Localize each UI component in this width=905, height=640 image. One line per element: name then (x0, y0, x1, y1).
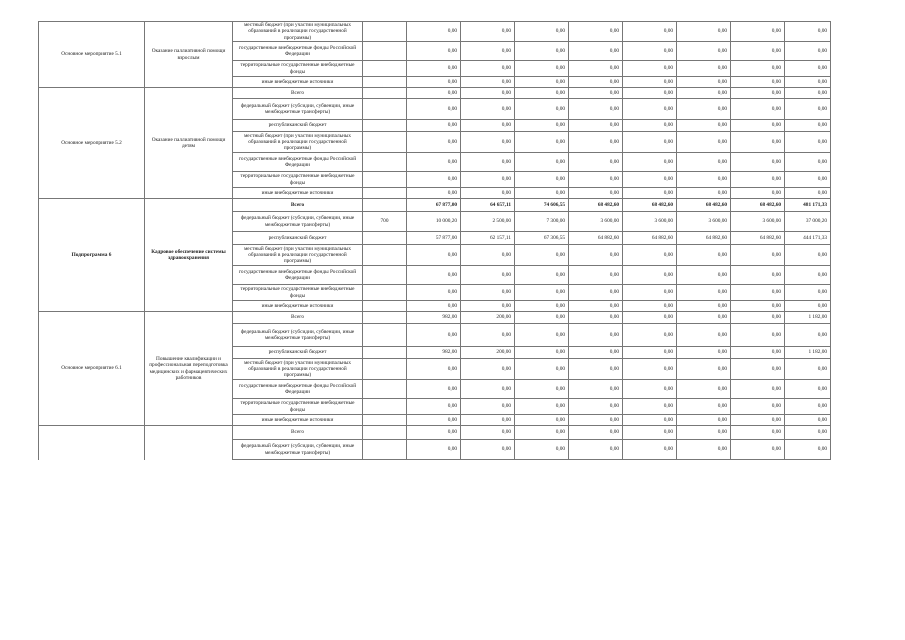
funding-source-cell: федеральный бюджет (субсидии, субвенции, иные межбюджетные трансферты) (233, 212, 363, 232)
amount-cell: 0,00 (731, 153, 785, 172)
amount-cell: 982,00 (407, 312, 461, 324)
funding-source-cell: государственные внебюджетные фонды Российской Федерации (233, 380, 363, 399)
amount-cell: 0,00 (569, 88, 623, 99)
amount-cell: 0,00 (623, 312, 677, 324)
amount-cell: 0,00 (623, 324, 677, 347)
amount-cell: 0,00 (569, 285, 623, 301)
budget-code-cell (363, 440, 407, 460)
budget-code-cell (363, 22, 407, 42)
amount-cell: 0,00 (461, 399, 515, 415)
budget-code-cell (363, 188, 407, 199)
amount-cell: 0,00 (677, 359, 731, 380)
amount-cell: 0,00 (677, 324, 731, 347)
amount-cell: 0,00 (731, 301, 785, 312)
amount-cell: 0,00 (731, 440, 785, 460)
activity-title-cell (145, 426, 233, 460)
amount-cell: 0,00 (407, 266, 461, 285)
funding-source-cell: Всего (233, 426, 363, 440)
amount-cell: 0,00 (407, 61, 461, 77)
amount-cell: 0,00 (461, 285, 515, 301)
amount-cell: 57 877,00 (407, 232, 461, 245)
amount-cell: 0,00 (515, 188, 569, 199)
amount-cell: 0,00 (515, 301, 569, 312)
amount-cell: 0,00 (569, 380, 623, 399)
funding-source-cell: иные внебюджетные источники (233, 301, 363, 312)
amount-cell: 0,00 (677, 399, 731, 415)
amount-cell: 0,00 (623, 359, 677, 380)
amount-cell: 0,00 (677, 380, 731, 399)
amount-cell: 0,00 (569, 42, 623, 61)
amount-cell: 0,00 (515, 347, 569, 359)
total-amount-cell: 1 182,00 (785, 347, 831, 359)
amount-cell: 0,00 (461, 77, 515, 88)
amount-cell: 0,00 (677, 88, 731, 99)
funding-source-cell: республиканский бюджет (233, 347, 363, 359)
total-amount-cell: 0,00 (785, 324, 831, 347)
amount-cell: 0,00 (569, 188, 623, 199)
amount-cell: 0,00 (569, 399, 623, 415)
total-amount-cell: 0,00 (785, 153, 831, 172)
amount-cell: 0,00 (731, 99, 785, 120)
amount-cell: 0,00 (731, 415, 785, 426)
activity-title-cell: Повышение квалификации и профессиональная переподготовка медицинских и фармацевтических работников (145, 312, 233, 426)
funding-source-cell: территориальные государственные внебюджетные фонды (233, 285, 363, 301)
budget-code-cell (363, 285, 407, 301)
budget-code-cell (363, 380, 407, 399)
amount-cell: 0,00 (731, 380, 785, 399)
amount-cell: 0,00 (461, 42, 515, 61)
amount-cell: 0,00 (515, 245, 569, 266)
amount-cell: 0,00 (677, 153, 731, 172)
amount-cell: 0,00 (569, 440, 623, 460)
amount-cell: 0,00 (461, 172, 515, 188)
total-amount-cell: 481 171,33 (785, 199, 831, 212)
amount-cell: 0,00 (623, 99, 677, 120)
amount-cell: 0,00 (461, 440, 515, 460)
budget-code-cell: 700 (363, 212, 407, 232)
amount-cell: 0,00 (569, 153, 623, 172)
amount-cell: 0,00 (407, 42, 461, 61)
amount-cell: 0,00 (623, 347, 677, 359)
amount-cell: 0,00 (515, 99, 569, 120)
amount-cell: 0,00 (515, 42, 569, 61)
amount-cell: 0,00 (407, 153, 461, 172)
table-row (39, 88, 831, 99)
funding-source-cell: республиканский бюджет (233, 120, 363, 132)
amount-cell: 0,00 (623, 440, 677, 460)
funding-source-cell: республиканский бюджет (233, 232, 363, 245)
amount-cell: 0,00 (731, 61, 785, 77)
total-amount-cell: 0,00 (785, 77, 831, 88)
amount-cell: 0,00 (461, 380, 515, 399)
amount-cell: 0,00 (407, 301, 461, 312)
amount-cell: 0,00 (461, 153, 515, 172)
amount-cell: 68 482,60 (569, 199, 623, 212)
amount-cell: 200,00 (461, 347, 515, 359)
funding-source-cell: федеральный бюджет (субсидии, субвенции, иные межбюджетные трансферты) (233, 99, 363, 120)
amount-cell: 0,00 (731, 88, 785, 99)
amount-cell: 64 882,60 (731, 232, 785, 245)
funding-source-cell: Всего (233, 199, 363, 212)
budget-code-cell (363, 399, 407, 415)
activity-name-cell: Основное мероприятие 5.2 (39, 88, 145, 199)
budget-code-cell (363, 88, 407, 99)
amount-cell: 10 000,20 (407, 212, 461, 232)
amount-cell: 0,00 (569, 120, 623, 132)
amount-cell: 0,00 (623, 245, 677, 266)
amount-cell: 0,00 (731, 42, 785, 61)
amount-cell: 0,00 (623, 399, 677, 415)
amount-cell: 0,00 (623, 426, 677, 440)
amount-cell: 0,00 (677, 426, 731, 440)
amount-cell: 0,00 (731, 426, 785, 440)
amount-cell: 0,00 (515, 153, 569, 172)
amount-cell: 0,00 (677, 301, 731, 312)
amount-cell: 62 157,11 (461, 232, 515, 245)
budget-code-cell (363, 266, 407, 285)
amount-cell: 0,00 (407, 324, 461, 347)
funding-source-cell: государственные внебюджетные фонды Российской Федерации (233, 42, 363, 61)
amount-cell: 0,00 (623, 266, 677, 285)
budget-code-cell (363, 153, 407, 172)
amount-cell: 64 657,11 (461, 199, 515, 212)
total-amount-cell: 0,00 (785, 99, 831, 120)
amount-cell: 0,00 (461, 245, 515, 266)
amount-cell: 0,00 (731, 120, 785, 132)
amount-cell: 0,00 (731, 285, 785, 301)
amount-cell: 74 606,55 (515, 199, 569, 212)
amount-cell: 0,00 (407, 380, 461, 399)
amount-cell: 0,00 (461, 22, 515, 42)
amount-cell: 0,00 (677, 188, 731, 199)
amount-cell: 0,00 (407, 245, 461, 266)
funding-source-cell: Всего (233, 312, 363, 324)
amount-cell: 0,00 (407, 426, 461, 440)
budget-code-cell (363, 245, 407, 266)
amount-cell: 0,00 (515, 22, 569, 42)
amount-cell: 0,00 (407, 172, 461, 188)
amount-cell: 0,00 (677, 132, 731, 153)
amount-cell: 0,00 (515, 77, 569, 88)
amount-cell: 0,00 (515, 415, 569, 426)
amount-cell: 0,00 (623, 188, 677, 199)
amount-cell: 0,00 (515, 426, 569, 440)
amount-cell: 0,00 (461, 88, 515, 99)
budget-code-cell (363, 172, 407, 188)
amount-cell: 3 600,00 (731, 212, 785, 232)
total-amount-cell: 0,00 (785, 132, 831, 153)
amount-cell: 0,00 (407, 285, 461, 301)
amount-cell: 0,00 (569, 245, 623, 266)
amount-cell: 0,00 (731, 312, 785, 324)
amount-cell: 0,00 (461, 99, 515, 120)
amount-cell: 0,00 (461, 426, 515, 440)
amount-cell: 0,00 (407, 120, 461, 132)
total-amount-cell: 0,00 (785, 22, 831, 42)
amount-cell: 0,00 (677, 172, 731, 188)
total-amount-cell: 0,00 (785, 415, 831, 426)
amount-cell: 0,00 (623, 153, 677, 172)
amount-cell: 2 500,00 (461, 212, 515, 232)
total-amount-cell: 0,00 (785, 88, 831, 99)
amount-cell: 0,00 (461, 188, 515, 199)
amount-cell: 0,00 (569, 77, 623, 88)
total-amount-cell: 37 000,20 (785, 212, 831, 232)
amount-cell: 0,00 (515, 88, 569, 99)
funding-source-cell: территориальные государственные внебюджетные фонды (233, 61, 363, 77)
amount-cell: 0,00 (569, 324, 623, 347)
amount-cell: 64 882,60 (569, 232, 623, 245)
activity-title-cell: Кадровое обеспечение системы здравоохранения (145, 199, 233, 312)
total-amount-cell: 0,00 (785, 359, 831, 380)
amount-cell: 0,00 (407, 415, 461, 426)
funding-source-cell: территориальные государственные внебюджетные фонды (233, 172, 363, 188)
total-amount-cell: 0,00 (785, 266, 831, 285)
budget-code-cell (363, 232, 407, 245)
amount-cell: 0,00 (515, 61, 569, 77)
amount-cell: 0,00 (515, 380, 569, 399)
amount-cell: 0,00 (407, 399, 461, 415)
amount-cell: 0,00 (731, 359, 785, 380)
amount-cell: 3 600,00 (569, 212, 623, 232)
amount-cell: 0,00 (569, 347, 623, 359)
activity-title-cell: Оказание паллиативной помощи детям (145, 88, 233, 199)
total-amount-cell: 0,00 (785, 380, 831, 399)
amount-cell: 0,00 (677, 312, 731, 324)
amount-cell: 0,00 (677, 266, 731, 285)
budget-code-cell (363, 61, 407, 77)
total-amount-cell: 0,00 (785, 61, 831, 77)
total-amount-cell: 1 182,00 (785, 312, 831, 324)
amount-cell: 3 600,00 (623, 212, 677, 232)
activity-name-cell (39, 426, 145, 460)
amount-cell: 0,00 (407, 359, 461, 380)
amount-cell: 67 877,00 (407, 199, 461, 212)
amount-cell: 0,00 (407, 440, 461, 460)
funding-source-cell: Всего (233, 88, 363, 99)
amount-cell: 0,00 (623, 380, 677, 399)
amount-cell: 0,00 (515, 120, 569, 132)
funding-source-cell: территориальные государственные внебюджетные фонды (233, 399, 363, 415)
amount-cell: 67 306,55 (515, 232, 569, 245)
amount-cell: 0,00 (461, 120, 515, 132)
total-amount-cell: 0,00 (785, 188, 831, 199)
amount-cell: 0,00 (623, 172, 677, 188)
funding-source-cell: иные внебюджетные источники (233, 77, 363, 88)
funding-source-cell: федеральный бюджет (субсидии, субвенции, иные межбюджетные трансферты) (233, 324, 363, 347)
table-row (39, 426, 831, 440)
amount-cell: 0,00 (623, 22, 677, 42)
budget-code-cell (363, 426, 407, 440)
activity-name-cell: Основное мероприятие 6.1 (39, 312, 145, 426)
amount-cell: 0,00 (731, 347, 785, 359)
amount-cell: 0,00 (461, 415, 515, 426)
funding-source-cell: иные внебюджетные источники (233, 188, 363, 199)
amount-cell: 0,00 (623, 77, 677, 88)
amount-cell: 0,00 (407, 77, 461, 88)
amount-cell: 0,00 (569, 172, 623, 188)
amount-cell: 0,00 (731, 188, 785, 199)
amount-cell: 0,00 (569, 415, 623, 426)
amount-cell: 0,00 (569, 61, 623, 77)
amount-cell: 0,00 (677, 285, 731, 301)
amount-cell: 0,00 (677, 61, 731, 77)
amount-cell: 64 882,60 (677, 232, 731, 245)
amount-cell: 68 482,60 (623, 199, 677, 212)
amount-cell: 0,00 (677, 42, 731, 61)
amount-cell: 0,00 (677, 440, 731, 460)
amount-cell: 0,00 (461, 359, 515, 380)
amount-cell: 0,00 (623, 132, 677, 153)
funding-source-cell: государственные внебюджетные фонды Российской Федерации (233, 153, 363, 172)
amount-cell: 0,00 (677, 347, 731, 359)
amount-cell: 982,00 (407, 347, 461, 359)
amount-cell: 0,00 (515, 324, 569, 347)
amount-cell: 0,00 (407, 22, 461, 42)
amount-cell: 0,00 (677, 120, 731, 132)
amount-cell: 0,00 (677, 245, 731, 266)
funding-source-cell: федеральный бюджет (субсидии, субвенции, иные межбюджетные трансферты) (233, 440, 363, 460)
amount-cell: 0,00 (569, 312, 623, 324)
total-amount-cell: 0,00 (785, 301, 831, 312)
amount-cell: 0,00 (623, 88, 677, 99)
amount-cell: 0,00 (515, 440, 569, 460)
amount-cell: 0,00 (569, 132, 623, 153)
amount-cell: 0,00 (407, 99, 461, 120)
budget-code-cell (363, 301, 407, 312)
amount-cell: 0,00 (731, 172, 785, 188)
amount-cell: 0,00 (623, 301, 677, 312)
total-amount-cell: 0,00 (785, 172, 831, 188)
amount-cell: 0,00 (461, 61, 515, 77)
amount-cell: 0,00 (461, 324, 515, 347)
amount-cell: 0,00 (569, 301, 623, 312)
amount-cell: 0,00 (407, 132, 461, 153)
amount-cell: 0,00 (569, 266, 623, 285)
total-amount-cell: 0,00 (785, 426, 831, 440)
amount-cell: 0,00 (677, 415, 731, 426)
total-amount-cell: 0,00 (785, 440, 831, 460)
funding-source-cell: государственные внебюджетные фонды Российской Федерации (233, 266, 363, 285)
amount-cell: 0,00 (731, 77, 785, 88)
amount-cell: 0,00 (677, 22, 731, 42)
amount-cell: 0,00 (623, 61, 677, 77)
amount-cell: 0,00 (623, 120, 677, 132)
funding-source-cell: иные внебюджетные источники (233, 415, 363, 426)
total-amount-cell: 444 171,33 (785, 232, 831, 245)
budget-code-cell (363, 324, 407, 347)
amount-cell: 0,00 (515, 285, 569, 301)
budget-code-cell (363, 132, 407, 153)
amount-cell: 0,00 (515, 132, 569, 153)
amount-cell: 0,00 (407, 88, 461, 99)
activity-name-cell: Основное мероприятие 5.1 (39, 22, 145, 88)
total-amount-cell: 0,00 (785, 120, 831, 132)
amount-cell: 0,00 (569, 22, 623, 42)
funding-source-cell: местный бюджет (при участии муниципальных образований в реализации государственной программы) (233, 22, 363, 42)
budget-code-cell (363, 77, 407, 88)
amount-cell: 0,00 (731, 399, 785, 415)
total-amount-cell: 0,00 (785, 42, 831, 61)
amount-cell: 0,00 (515, 312, 569, 324)
funding-source-cell: местный бюджет (при участии муниципальных образований в реализации государственной программы) (233, 132, 363, 153)
funding-source-cell: местный бюджет (при участии муниципальных образований в реализации государственной программы) (233, 359, 363, 380)
amount-cell: 0,00 (515, 359, 569, 380)
amount-cell: 0,00 (515, 266, 569, 285)
amount-cell: 0,00 (731, 266, 785, 285)
funding-source-cell: местный бюджет (при участии муниципальных образований в реализации государственной программы) (233, 245, 363, 266)
budget-code-cell (363, 42, 407, 61)
amount-cell: 0,00 (731, 132, 785, 153)
table-row (39, 22, 831, 42)
activity-name-cell: Подпрограмма 6 (39, 199, 145, 312)
budget-code-cell (363, 120, 407, 132)
budget-code-cell (363, 347, 407, 359)
budget-code-cell (363, 359, 407, 380)
amount-cell: 200,00 (461, 312, 515, 324)
budget-code-cell (363, 415, 407, 426)
amount-cell: 0,00 (677, 77, 731, 88)
amount-cell: 0,00 (623, 415, 677, 426)
amount-cell: 0,00 (731, 22, 785, 42)
amount-cell: 0,00 (461, 266, 515, 285)
table-row (39, 312, 831, 324)
amount-cell: 0,00 (569, 99, 623, 120)
amount-cell: 0,00 (623, 285, 677, 301)
budget-table (38, 21, 831, 460)
table-row (39, 199, 831, 212)
amount-cell: 0,00 (677, 99, 731, 120)
budget-code-cell (363, 199, 407, 212)
amount-cell: 0,00 (623, 42, 677, 61)
budget-code-cell (363, 312, 407, 324)
total-amount-cell: 0,00 (785, 399, 831, 415)
amount-cell: 3 600,00 (677, 212, 731, 232)
amount-cell: 0,00 (731, 245, 785, 266)
activity-title-cell: Оказание паллиативной помощи взрослым (145, 22, 233, 88)
amount-cell: 7 300,00 (515, 212, 569, 232)
amount-cell: 64 882,60 (623, 232, 677, 245)
amount-cell: 0,00 (569, 426, 623, 440)
amount-cell: 0,00 (731, 324, 785, 347)
total-amount-cell: 0,00 (785, 245, 831, 266)
amount-cell: 0,00 (515, 172, 569, 188)
amount-cell: 68 482,60 (677, 199, 731, 212)
amount-cell: 0,00 (515, 399, 569, 415)
amount-cell: 68 482,60 (731, 199, 785, 212)
budget-code-cell (363, 99, 407, 120)
amount-cell: 0,00 (569, 359, 623, 380)
amount-cell: 0,00 (461, 301, 515, 312)
amount-cell: 0,00 (461, 132, 515, 153)
total-amount-cell: 0,00 (785, 285, 831, 301)
amount-cell: 0,00 (407, 188, 461, 199)
